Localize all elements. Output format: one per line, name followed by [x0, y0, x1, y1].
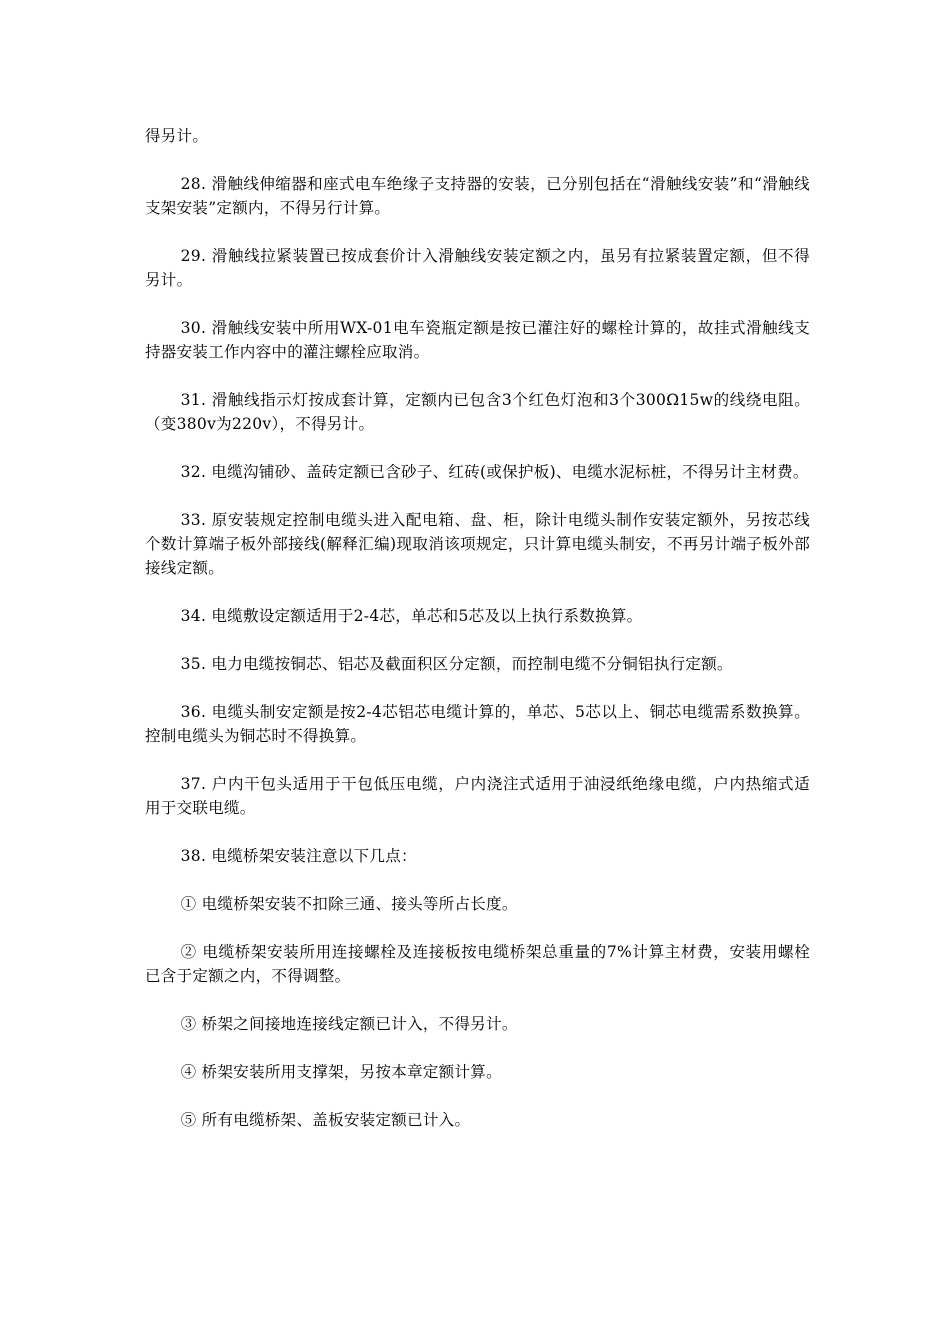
list-item: ① 电缆桥架安装不扣除三通、接头等所占长度。 [180, 895, 518, 913]
paragraph: 33. 原安装规定控制电缆头进入配电箱、盘、柜，除计电缆头制作安装定额外，另按芯线个数计算端子板外部接线(解释汇编)现取消该项规定，只计算电缆头制安，不再另计端子板外部接线定额。 [145, 511, 810, 577]
list-item: ② 电缆桥架安装所用连接螺栓及连接板按电缆桥架总重量的7%计算主材费，安装用螺栓已含于定额之内，不得调整。 [145, 943, 810, 985]
paragraph: 29. 滑触线拉紧装置已按成套价计入滑触线安装定额之内，虽另有拉紧装置定额，但不得另计。 [145, 247, 810, 289]
paragraph: 32. 电缆沟铺砂、盖砖定额已含砂子、红砖(或保护板)、电缆水泥标桩，不得另计主材费。 [180, 463, 809, 481]
list-item: ③ 桥架之间接地连接线定额已计入，不得另计。 [180, 1015, 518, 1033]
paragraph: 35. 电力电缆按铜芯、铝芯及截面积区分定额，而控制电缆不分铜铝执行定额。 [180, 655, 733, 673]
paragraph: 31. 滑触线指示灯按成套计算，定额内已包含3个红色灯泡和3个300Ω15w的线绕电阻。（变380v为220v），不得另计。 [145, 391, 810, 433]
paragraph: 34. 电缆敷设定额适用于2-4芯，单芯和5芯及以上执行系数换算。 [180, 607, 643, 625]
paragraph: 37. 户内干包头适用于干包低压电缆，户内浇注式适用于油浸纸绝缘电缆，户内热缩式适用于交联电缆。 [145, 775, 810, 817]
list-item: ④ 桥架安装所用支撑架，另按本章定额计算。 [180, 1063, 502, 1081]
paragraph: 28. 滑触线伸缩器和座式电车绝缘子支持器的安装，已分别包括在“滑触线安装”和“滑触线支架安装”定额内，不得另行计算。 [145, 175, 810, 217]
paragraph: 得另计。 [145, 127, 209, 145]
list-item: ⑤ 所有电缆桥架、盖板安装定额已计入。 [180, 1111, 471, 1129]
paragraph: 36. 电缆头制安定额是按2-4芯铝芯电缆计算的，单芯、5芯以上、铜芯电缆需系数换算。控制电缆头为铜芯时不得换算。 [145, 703, 810, 745]
document-body [145, 124, 810, 1156]
paragraph: 30. 滑触线安装中所用WX-01电车瓷瓶定额是按已灌注好的螺栓计算的，故挂式滑触线支持器安装工作内容中的灌注螺栓应取消。 [145, 319, 810, 361]
paragraph: 38. 电缆桥架安装注意以下几点： [180, 847, 417, 865]
